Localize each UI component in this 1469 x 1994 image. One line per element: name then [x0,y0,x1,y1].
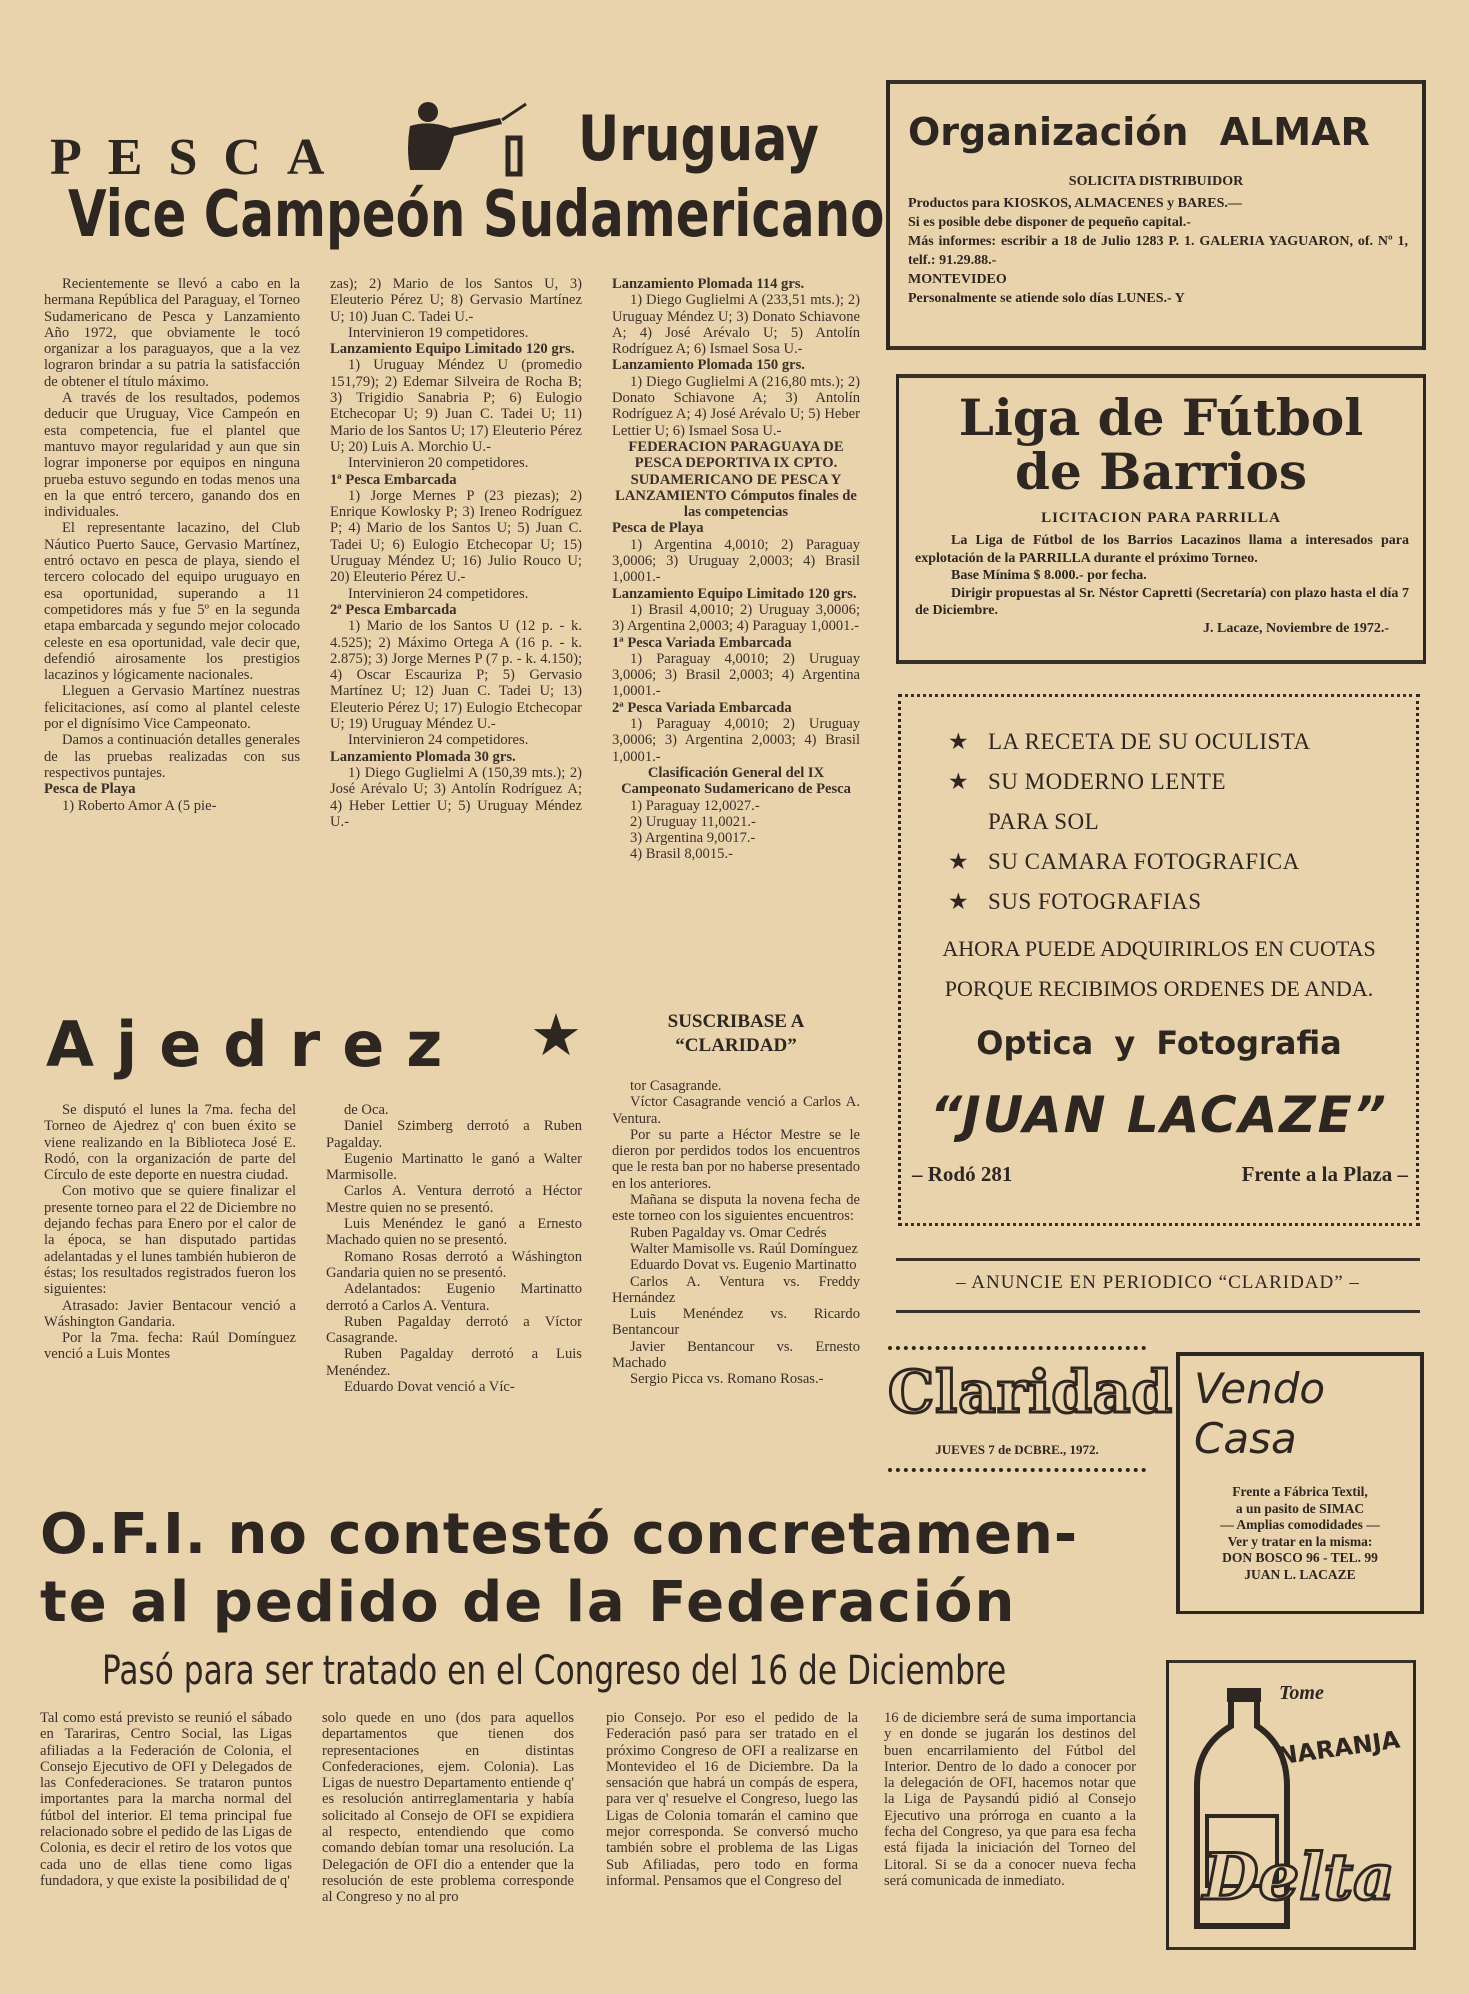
pesca-col3-subheading: Lanzamiento Plomada 114 grs. [612,276,805,292]
delta-brand: Delta [1203,1840,1395,1915]
ajedrez-col2-paragraph: Eduardo Dovat venció a Víc- [344,1379,515,1396]
pesca-col3-paragraph: 4) Brasil 8,0015.- [630,846,733,863]
almar-line-2: Productos para KIOSKOS, ALMACENES y BARES.— [908,196,1242,211]
ofi-headline-2: te al pedido de la Federación [40,1570,1017,1635]
pesca-col2-paragraph: Intervinieron 20 competidores. [348,455,529,472]
ofi-col1-text: Tal como está previsto se reunió el sábado en Tarariras, Centro Social, las Ligas afiliadas a la Federación de Colonia, el Consejo Ejecutivo de OFI y Delegados de las Confederaciones. Se trataron puntos importantes para la marcha normal del fútbol del interior. El tema principal fue relacionado sobre el pedido de las Ligas de Colonia, es decir el retiro de los votos que cada uno de ellas tiene como ligas fundadora, y que existe la posibilidad de q' [40,1710,292,1889]
almar-line-4: Más informes: escribir a 18 de Julio 1283 P. 1. GALERIA YAGUARON, of. Nº 1, telf.: 91.29.88.- [908,234,1408,268]
ajedrez-col3-paragraph: Por su parte a Héctor Mestre se le dieron por perdidos todos los encuentros que le resta ban por no haberse presentado en los anteriores. [612,1126,860,1192]
pesca-col2-paragraph: 1) Mario de los Santos U (12 p. - k. 4.525); 2) Máximo Ortega A (16 p. - k. 2.875); 3) Jorge Mernes P (7 p. - k. 4.150); 4) Oscar Escauriza P; 5) Gervasio Martínez U; 12) Juan C. Tadei U; 13) Eleuterio Pérez U; 17) Eulogio Etchecopar U; 19) Uruguay Méndez U.- [330,618,582,733]
optica-item [948,842,1408,882]
ajedrez-col3-paragraph: Sergio Picca vs. Romano Rosas.- [630,1371,824,1388]
ajedrez-col2-paragraph: Luis Menéndez le ganó a Ernesto Machado quien no se presentó. [326,1216,582,1249]
liga-dirigir: Dirigir propuestas al Sr. Néstor Capretti (Secretaría) con plazo hasta el día 7 de Diciembre. [915,585,1409,618]
pesca-col3-paragraph: 2) Uruguay 11,0021.- [630,813,756,830]
pesca-col3-paragraph: 1) Diego Guglielmi A (216,80 mts.); 2) Donato Schiavone A; 3) Antolín Rodríguez A; 4) José Arévalo U; 5) Heber Lettier U; 6) Ismael Sosa U.- [612,373,860,439]
ajedrez-col2-paragraph: Carlos A. Ventura derrotó a Héctor Mestre quien no se presentó. [326,1183,582,1216]
ofi-col-3 [606,1710,858,1960]
ajedrez-col3-paragraph: Javier Bentancour vs. Ernesto Machado [612,1338,860,1372]
anuncie-banner: – ANUNCIE EN PERIODICO “CLARIDAD” – [956,1272,1360,1293]
ofi-deck: Pasó para ser tratado en el Congreso del 16 de Diciembre [102,1648,1007,1694]
claridad-logo: Claridad [888,1358,1174,1426]
pesca-col1-paragraph: Lleguen a Gervasio Martínez nuestras felicitaciones, así como al plantel celeste por el dignísimo Vice Campeonato. [44,683,300,733]
pesca-col2-paragraph: Intervinieron 24 competidores. [348,585,529,602]
pesca-col1-paragraph: Damos a continuación detalles generales de las pruebas realizadas con sus respectivos puntajes. [44,732,300,781]
ajedrez-col3-paragraph: Eduardo Dovat vs. Eugenio Martinatto [630,1257,857,1274]
ajedrez-col2-paragraph: Eugenio Martinatto le ganó a Walter Marmisolle. [326,1150,582,1184]
ajedrez-col2-paragraph: Ruben Pagalday derrotó a Víctor Casagrande. [326,1313,582,1347]
ofi-col4-text: 16 de diciembre será de suma importancia y en donde se jugarán los destinos del buen encarrilamiento del Fútbol del Interior. Dentro de lo dado a conocer por la delegación de OFI, hacemos notar que la Liga de Paysandú pidió al Consejo Ejecutivo una prórroga en cuanto a la fecha del Congreso, ya que para esa fecha está fijada la iniciación del Torneo del Litoral. Si se da a conocer nueva fecha será comunicada de inmediato. [884,1710,1136,1889]
vendo-title: Vendo [1194,1364,1326,1413]
liga-body: La Liga de Fútbol de los Barrios Lacazinos llama a interesados para explotación de la PARRILLA durante el próximo Torneo. [915,533,1409,566]
ajedrez-col2-paragraph: Ruben Pagalday derrotó a Luis Menéndez. [326,1346,582,1379]
ajedrez-col-1 [44,1102,296,1487]
pesca-col3-subheading: FEDERACION PARAGUAYA DE PESCA DEPORTIVA IX CPTO. SUDAMERICANO DE PESCA Y LANZAMIENTO Cómputos finales de las competencias [615,438,857,521]
claridad-masthead [888,1346,1174,1486]
ofi-col-4 [884,1710,1136,1960]
pesca-col3-paragraph: 1) Brasil 4,0010; 2) Uruguay 3,0006; 3) Argentina 2,0003; 4) Paraguay 1,0001.- [612,601,860,635]
ajedrez-col3-paragraph: Ruben Pagalday vs. Omar Cedrés [630,1224,827,1241]
vendo-casa-ad [1176,1352,1424,1614]
pesca-col2-subheading: Lanzamiento Equipo Limitado 120 grs. [330,341,575,358]
optica-item-label: LA RECETA DE SU OCULISTA [988,729,1311,754]
pesca-col2-subheading: 2ª Pesca Embarcada [330,601,457,618]
optica-item-label: SU CAMARA FOTOGRAFICA [988,849,1300,874]
pesca-col2-subheading: Lanzamiento Plomada 30 grs. [330,748,516,765]
ajedrez-col1-paragraph: Con motivo que se quiere finalizar el presente torneo para el 22 de Diciembre no dejando fechas para Enero por el calor de la época, se han disputado partidas adelantadas y el lunes también hubieron de éstas; los resultados registrados fueron los siguientes: [44,1183,296,1298]
ofi-col2-text: solo quede en uno (dos para aquellos departamentos que tienen dos representaciones en distintas Confederaciones, ejem. Colonia). Las Ligas de nuestro Departamento entiende q' es resolución antirreglamentaria y había solicitado al Consejo de OFI se expidiera al respecto, entendiendo que como comando debían tomar una resolución. La Delegación de OFI dio a entender que la resolución de este problema corresponde al Congreso y no al pro [322,1710,574,1906]
pesca-col3-subheading: Lanzamiento Equipo Limitado 120 grs. [612,585,857,602]
almar-line-6: Personalmente se atiende solo días LUNES.- Y [908,291,1185,306]
pesca-col2-paragraph: 1) Uruguay Méndez U (promedio 151,79); 2) Edemar Silveira de Rocha B; 3) Trigidio Sanabria P; 6) Eulogio Etchecopar U; 9) Juan C. Tadei U; 11) Mario de los Santos U; 17) Eleuterio Pérez U; 20) Luis A. Morchio U.- [330,357,582,455]
almar-title: Organización ALMAR [908,110,1370,154]
pesca-col3-paragraph: 1) Diego Guglielmi A (233,51 mts.); 2) Uruguay Méndez U; 3) Donato Schiavone A; 4) José Arévalo U; 5) Antolín Rodríguez A; 6) Ismael Sosa U.- [612,292,860,358]
pesca-col3-subheading: Clasificación General del IX Campeonato Sudamericano de Pesca [621,764,851,798]
ajedrez-col3-paragraph: Mañana se disputa la novena fecha de este torneo con los siguientes encuentros: [612,1192,860,1225]
pesca-col2-paragraph: Intervinieron 19 competidores. [348,324,529,341]
liga-ad [896,374,1426,664]
vendo-line-4: Ver y tratar en la misma: [1227,1533,1373,1549]
pesca-col3-subheading: Lanzamiento Plomada 150 grs. [612,357,805,374]
ofi-col3-text: pio Consejo. Por eso el pedido de la Federación pasó para ser tratado en el próximo Congreso de OFI a realizarse en Montevideo el 16 de Diciembre. Da la sensación que habrá un compás de espera, para ver q' resuelve el Congreso, luego las Ligas de Colonia tomarán el camino que mejor corresponda. Se conversó mucho también sobre el problema de las Ligas Sub Afiliadas, pero todo en forma informal. Pensamos que el Congreso del [606,1710,858,1889]
optica-brand: “JUAN LACAZE” [930,1086,1388,1144]
pesca-title-right: Uruguay [578,102,820,175]
star-icon: ★ [948,849,970,874]
ajedrez-title: Ajedrez [46,1008,465,1081]
pesca-col3-paragraph: 3) Argentina 9,0017.- [630,830,756,847]
optica-line-1: AHORA PUEDE ADQUIRIRLOS EN CUOTAS [942,936,1376,961]
ajedrez-col3-paragraph: Luis Menéndez vs. Ricardo Bentancour [612,1306,860,1339]
vendo-line-5: DON BOSCO 96 - TEL. 99 [1222,1550,1378,1565]
almar-line-1: SOLICITA DISTRIBUIDOR [1068,174,1244,189]
optica-item [948,722,1408,762]
delta-tome: Tome [1279,1682,1324,1704]
optica-ad [898,690,1420,1230]
optica-plaza: Frente a la Plaza – [1241,1162,1408,1186]
pesca-col3-subheading: Pesca de Playa [612,520,704,537]
liga-title-1: Liga de Fútbol [958,388,1364,447]
pesca-col3-paragraph: 1) Paraguay 12,0027.- [630,797,760,814]
star-icon: ★ [948,729,970,754]
star-icon: ★ [530,1003,582,1068]
claridad-date: JUEVES 7 de DCBRE., 1972. [935,1442,1099,1457]
almar-line-5: MONTEVIDEO [908,272,1007,287]
delta-naranja: NARANJA [1275,1725,1402,1771]
ofi-col-1 [40,1710,292,1960]
ajedrez-col1-paragraph: Atrasado: Javier Bentacour venció a Wáshington Gandaria. [44,1297,296,1330]
ajedrez-col1-paragraph: Se disputó el lunes la 7ma. fecha del Torneo de Ajedrez q' con buen éxito se viene realizando en la Biblioteca José E. Rodó, con la organización de parte del Círculo de este deporte en nuestra ciudad. [44,1102,296,1184]
ajedrez-col2-paragraph: Adelantados: Eugenio Martinatto derrotó a Carlos A. Ventura. [326,1281,582,1314]
vendo-line-1: Frente a Fábrica Textil, [1232,1484,1368,1499]
suscribase-ad [612,1010,860,1058]
pesca-col2-paragraph: zas); 2) Mario de los Santos U, 3) Eleuterio Pérez U; 8) Gervasio Martínez U; 10) Juan C. Tadei U.- [330,276,582,325]
optica-line-2: PORQUE RECIBIMOS ORDENES DE ANDA. [944,976,1374,1001]
pesca-col-1 [44,276,300,976]
pesca-subtitle: Vice Campeón Sudamericano [68,178,885,252]
liga-base: Base Mínima $ 8.000.- por fecha. [951,568,1147,583]
pesca-col1-paragraph: A través de los resultados, podemos deducir que Uruguay, Vice Campeón en esta competencia, fue el plantel que mantuvo mayor regularidad y aun que sin lograr imponerse por equipos en ninguna prueba estuvo segundo en todas menos una en la que entró tercero, ganando dos en individuales. [44,390,300,521]
delta-ad [1166,1660,1416,1950]
ajedrez-col3-paragraph: Carlos A. Ventura vs. Freddy Hernández [612,1273,860,1306]
ajedrez-col-2 [326,1102,582,1487]
ajedrez-col-3 [612,1078,860,1487]
optica-item-label: PARA SOL [988,809,1100,834]
pesca-col1-paragraph: El representante lacazino, del Club Náutico Puerto Sauce, Gervasio Martínez, entró octavo en pesca de playa, siendo el tercero colocado del equipo uruguayo en esa oportunidad, superando a 11 competidores más y fue 5º en la segunda etapa embarcada y segundo mejor colocado celeste en esa oportunidad, vale decir que, defendió airosamente los prestigios lacazinos y lógicamente nacionales. [44,520,300,684]
ajedrez-col3-paragraph: Walter Mamisolle vs. Raúl Domínguez [630,1240,858,1257]
pesca-col3-paragraph: 1) Argentina 4,0010; 2) Paraguay 3,0006; 3) Uruguay 2,0003; 4) Brasil 1,0001.- [612,536,860,586]
suscribase-line2: “CLARIDAD” [675,1035,797,1056]
ajedrez-col2-paragraph: Romano Rosas derrotó a Wáshington Gandaria quien no se presentó. [326,1248,582,1281]
almar-line-3: Si es posible debe disponer de pequeño capital.- [908,215,1191,230]
optica-item-label: SUS FOTOGRAFIAS [988,889,1202,914]
casa-title: Casa [1194,1414,1297,1463]
pesca-col3-paragraph: 1) Paraguay 4,0010; 2) Uruguay 3,0006; 3) Argentina 2,0003; 4) Brasil 1,0001.- [612,716,860,765]
star-icon: ★ [948,769,970,794]
ajedrez-col2-paragraph: de Oca. [344,1102,389,1118]
ajedrez-col3-paragraph: tor Casagrande. [630,1078,722,1094]
optica-name: Optica y Fotografia [976,1024,1342,1062]
ajedrez-col2-paragraph: Daniel Szimberg derrotó a Ruben Pagalday. [326,1118,582,1151]
pesca-col1-paragraph: Recientemente se llevó a cabo en la hermana República del Paraguay, el Torneo Sudamericano de Pesca y Lanzamiento Año 1972, que obviamente le tocó organizar a los paraguayos, que a la vez lograron brindar a su patria la satisfacción de obtener el título máximo. [44,276,300,390]
pesca-col2-subheading: 1ª Pesca Embarcada [330,471,457,488]
vendo-line-2: a un pasito de SIMAC [1235,1500,1365,1516]
liga-sign: J. Lacaze, Noviembre de 1972.- [1203,620,1389,636]
pesca-col-3 [612,276,860,996]
pesca-col1-sub: Pesca de Playa [44,781,136,798]
liga-sub: LICITACION PARA PARRILLA [1041,510,1281,526]
optica-item [948,882,1408,922]
almar-ad [886,80,1426,350]
vendo-line-6: JUAN L. LACAZE [1244,1566,1356,1582]
pesca-col2-paragraph: Intervinieron 24 competidores. [348,732,529,749]
ofi-col-2 [322,1710,574,1960]
pesca-col2-paragraph: 1) Jorge Mernes P (23 piezas); 2) Enrique Kowlosky P; 3) Ireneo Rodríguez P; 4) Mario de los Santos U; 5) Juan C. Tadei U; 6) Eulogio Etchecopar U; 15) Uruguay Méndez U; 16) Julio Rouco U; 20) Eleuterio Pérez U.- [330,487,582,586]
star-icon: ★ [948,889,970,914]
pesca-col3-paragraph: 1) Paraguay 4,0010; 2) Uruguay 3,0006; 3) Brasil 2,0003; 4) Argentina 1,0001.- [612,650,860,700]
vendo-line-3: — Amplias comodidades — [1220,1517,1380,1532]
optica-address: – Rodó 281 [912,1162,1013,1186]
fisherman-icon [390,98,530,178]
pesca-col3-subheading: 2ª Pesca Variada Embarcada [612,699,792,716]
optica-item [948,762,1408,802]
ajedrez-col3-paragraph: Víctor Casagrande venció a Carlos A. Ventura. [612,1094,860,1127]
optica-item [988,802,1408,842]
ajedrez-col1-paragraph: Por la 7ma. fecha: Raúl Domínguez venció a Luis Montes [44,1330,296,1363]
pesca-col3-subheading: 1ª Pesca Variada Embarcada [612,634,792,651]
pesca-col2-paragraph: 1) Diego Guglielmi A (150,39 mts.); 2) José Arévalo U; 3) Antolín Rodríguez A; 4) Heber Lettier U; 5) Uruguay Méndez U.- [330,764,582,830]
suscribase-line1: SUSCRIBASE A [667,1011,805,1032]
optica-item-label: SU MODERNO LENTE [988,769,1226,794]
ofi-headline-1: O.F.I. no contestó concretamen- [40,1502,1079,1567]
pesca-col-2 [330,276,582,982]
liga-title-2: de Barrios [1014,442,1308,501]
pesca-title-left: PESCA [50,129,351,186]
pesca-col1-tail: 1) Roberto Amor A (5 pie- [62,797,217,814]
